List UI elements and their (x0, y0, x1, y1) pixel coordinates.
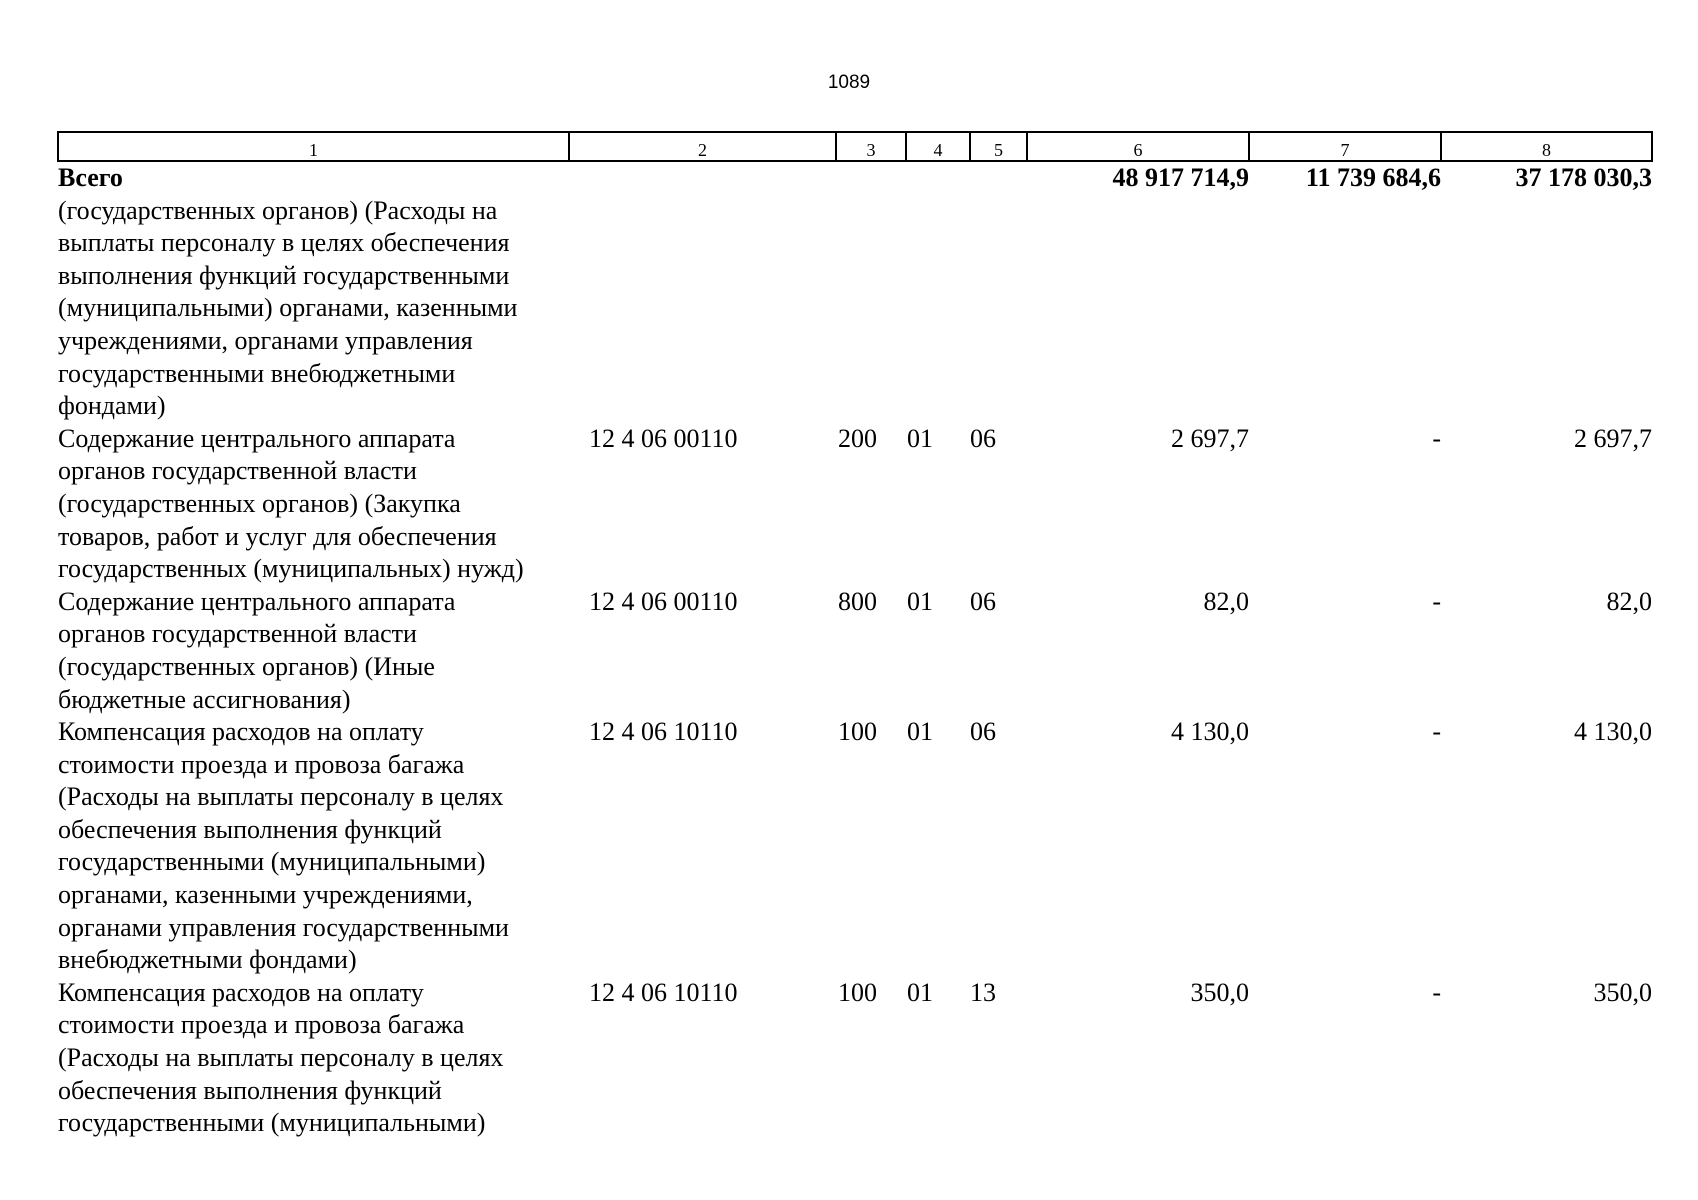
row-col7: - (1432, 717, 1441, 747)
row-rz: 01 (907, 423, 933, 453)
total-col6: 48 917 714,9 (1112, 163, 1249, 192)
row-col8: 2 697,7 (1574, 423, 1652, 453)
row-name: (государственных органов) (Расходы на выплаты персоналу в целях обеспечения выполнения функций государственными (муниципальными) органами, казенными учреждениями, органами управления государственными внебюджетными фондами) (58, 195, 518, 421)
row-col8: 82,0 (1606, 586, 1652, 616)
header-col-4: 4 (906, 132, 970, 161)
row-rz: 01 (907, 586, 933, 616)
row-col6: 350,0 (1190, 977, 1249, 1007)
row-name: Компенсация расходов на оплату стоимости проезда и провоза багажа (Расходы на выплаты персоналу в целях обеспечения выполнения функций государственными (муниципальными) (58, 977, 504, 1138)
row-csr (569, 195, 836, 423)
row-name: Содержание центрального аппарата органов государственной власти (государственных органов) (Иные бюджетные ассигнования) (58, 586, 456, 714)
table-row (58, 423, 1652, 586)
row-pr: 06 (970, 717, 996, 747)
row-csr: 12 4 06 00110 (589, 423, 738, 453)
budget-table-container (57, 131, 1651, 1140)
row-col8: 350,0 (1593, 977, 1652, 1007)
row-rz: 01 (907, 977, 933, 1007)
empty-cell (906, 161, 970, 195)
table-header (58, 132, 1652, 161)
row-pr: 13 (970, 977, 996, 1007)
header-col-1: 1 (58, 132, 569, 161)
page-number: 1089 (827, 72, 871, 93)
row-name: Содержание центрального аппарата органов государственной власти (государственных органов) (Закупка товаров, работ и услуг для обеспечения государственных (муниципальных) нужд) (58, 423, 524, 584)
budget-table (57, 131, 1653, 1140)
header-col-7: 7 (1249, 132, 1441, 161)
row-col8 (1441, 195, 1652, 423)
row-col6: 4 130,0 (1171, 717, 1249, 747)
header-col-3: 3 (836, 132, 906, 161)
empty-cell (569, 161, 836, 195)
row-col6 (1027, 195, 1249, 423)
row-rz: 01 (907, 717, 933, 747)
empty-cell (836, 161, 906, 195)
total-row (58, 161, 1652, 195)
table-row (58, 195, 1652, 423)
row-pr: 06 (970, 586, 996, 616)
total-col7: 11 739 684,6 (1305, 163, 1441, 192)
row-pr: 06 (970, 423, 996, 453)
row-csr: 12 4 06 00110 (589, 586, 738, 616)
row-col7: - (1432, 977, 1441, 1007)
header-col-8: 8 (1441, 132, 1652, 161)
table-row (58, 977, 1652, 1140)
row-vr: 100 (838, 977, 877, 1007)
row-rz (906, 195, 970, 423)
row-col7: - (1432, 586, 1441, 616)
row-col7 (1249, 195, 1441, 423)
table-body (58, 161, 1652, 1140)
row-vr (836, 195, 906, 423)
row-vr: 100 (838, 717, 877, 747)
table-row (58, 586, 1652, 716)
row-vr: 800 (838, 586, 877, 616)
row-pr (970, 195, 1027, 423)
row-name: Компенсация расходов на оплату стоимости проезда и провоза багажа (Расходы на выплаты персоналу в целях обеспечения выполнения функций государственными (муниципальными) органами, казенными учреждениями, органами управления государственными внебюджетными фондами) (58, 717, 509, 975)
row-csr: 12 4 06 10110 (589, 977, 738, 1007)
row-col6: 82,0 (1203, 586, 1249, 616)
total-col8: 37 178 030,3 (1515, 163, 1652, 192)
table-row (58, 716, 1652, 977)
empty-cell (970, 161, 1027, 195)
row-col6: 2 697,7 (1171, 423, 1249, 453)
row-csr: 12 4 06 10110 (589, 717, 738, 747)
header-col-2: 2 (569, 132, 836, 161)
row-vr: 200 (838, 423, 877, 453)
header-col-6: 6 (1027, 132, 1249, 161)
header-row (58, 132, 1652, 161)
row-col8: 4 130,0 (1574, 717, 1652, 747)
header-col-5: 5 (970, 132, 1027, 161)
row-col7: - (1432, 423, 1441, 453)
total-label: Всего (58, 163, 123, 192)
